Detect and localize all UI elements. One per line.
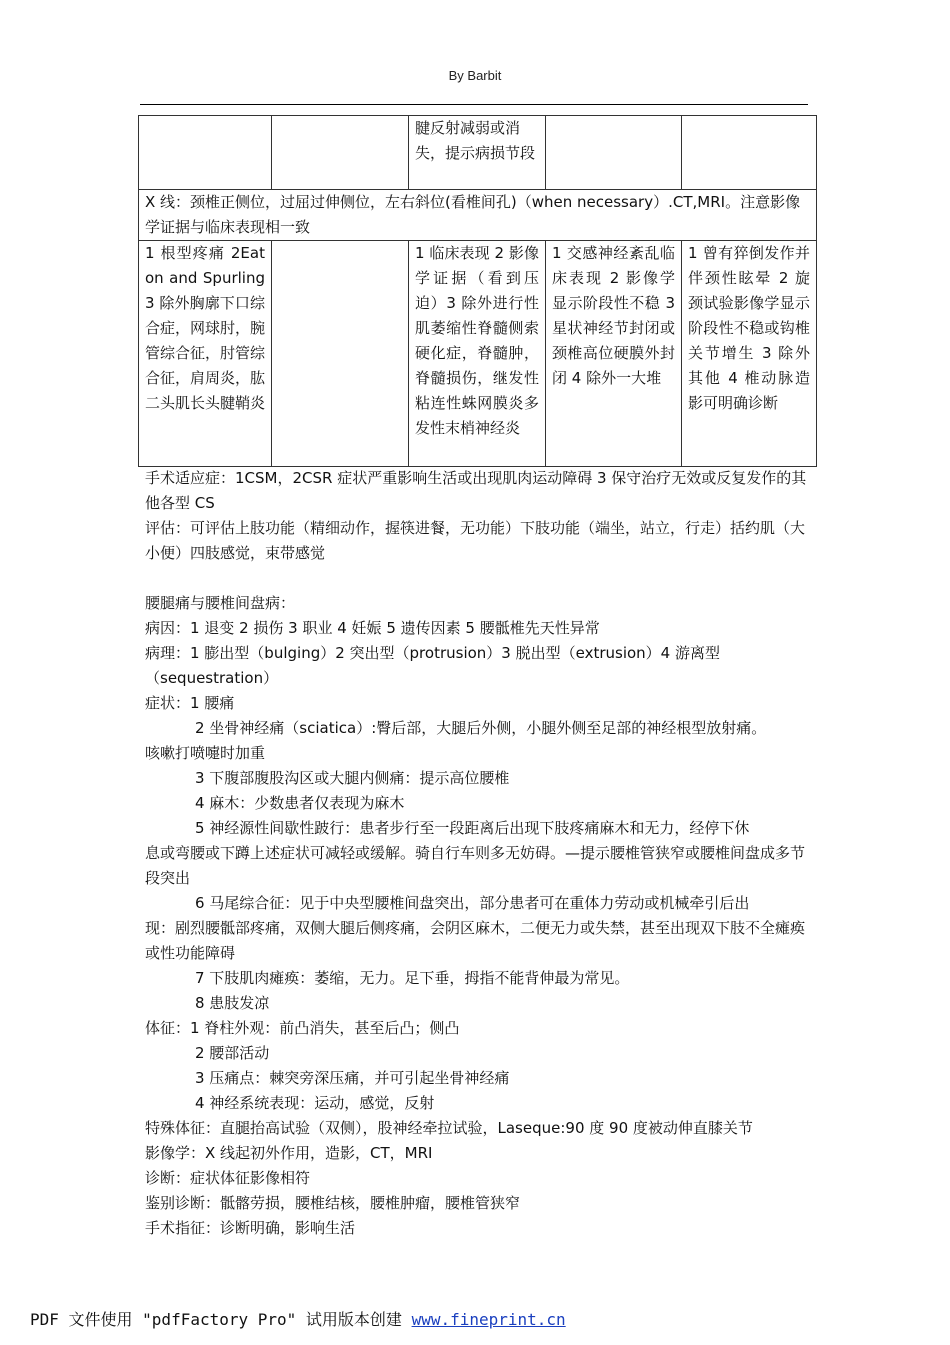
- text-line: 息或弯腰或下蹲上述症状可减轻或缓解。骑自行车则多无妨碍。—提示腰椎管狭窄或腰椎间盘成多节段突出: [145, 844, 806, 887]
- footer-text: PDF 文件使用 "pdfFactory Pro" 试用版本创建: [30, 1310, 412, 1329]
- header-rule: [140, 104, 808, 105]
- text-line: 4 麻木：少数患者仅表现为麻木: [195, 794, 405, 812]
- text-line: 5 神经源性间歇性跛行：患者步行至一段距离后出现下肢疼痛麻木和无力，经停下休: [195, 819, 750, 837]
- text-line: 评估：可评估上肢功能（精细动作，握筷进餐，无功能）下肢功能（端坐，站立，行走）括约肌（大小便）四肢感觉，束带感觉: [145, 519, 806, 562]
- text-line: 影像学：X 线起初外作用，造影，CT，MRI: [145, 1144, 433, 1162]
- table-row: [139, 241, 817, 467]
- table-cell: 1 根型疼痛 2Eaton and Spurling3 除外胸廓下口综合症，网球肘，腕管综合征，肘管综合征，肩周炎，肱二头肌长头腱鞘炎: [139, 241, 272, 467]
- table-row: [139, 190, 817, 241]
- text-line: 病因：1 退变 2 损伤 3 职业 4 妊娠 5 遗传因素 5 腰骶椎先天性异常: [145, 619, 600, 637]
- text-line: 7 下肢肌肉瘫痪：萎缩，无力。足下垂，拇指不能背伸最为常见。: [195, 969, 630, 987]
- text-line: 诊断：症状体征影像相符: [145, 1169, 311, 1187]
- table-cell: [682, 116, 817, 190]
- table-row: [139, 116, 817, 190]
- text-line: 腰腿痛与腰椎间盘病：: [145, 594, 296, 612]
- page-header: By Barbit: [448, 68, 502, 83]
- table-cell: 腱反射减弱或消失，提示病损节段: [409, 116, 546, 190]
- text-line: [145, 566, 811, 591]
- text-line: 2 腰部活动: [195, 1044, 270, 1062]
- table-cell: [272, 241, 409, 467]
- text-line: 3 压痛点：棘突旁深压痛，并可引起坐骨神经痛: [195, 1069, 510, 1087]
- text-line: 手术指征：诊断明确，影响生活: [145, 1219, 356, 1237]
- text-line: 特殊体征：直腿抬高试验（双侧），股神经牵拉试验，Laseque:90 度 90 度被动伸直膝关节: [145, 1119, 753, 1137]
- text-line: 4 神经系统表现：运动，感觉，反射: [195, 1094, 435, 1112]
- imaging-note-cell: X 线：颈椎正侧位，过屈过伸侧位，左右斜位(看椎间孔)（when necessary）.CT,MRI。注意影像学证据与临床表现相一致: [139, 190, 817, 241]
- text-line: 6 马尾综合征：见于中央型腰椎间盘突出，部分患者可在重体力劳动或机械牵引后出: [195, 894, 750, 912]
- table-cell: 1 临床表现 2 影像学证据（看到压迫）3 除外进行性肌萎缩性脊髓侧索硬化症，脊髓肿，脊髓损伤，继发性粘连性蛛网膜炎多发性末梢神经炎: [409, 241, 546, 467]
- text-line: 症状：1 腰痛: [145, 694, 235, 712]
- table-cell: 1 曾有猝倒发作并伴颈性眩晕 2 旋颈试验影像学显示阶段性不稳或钩椎关节增生 3 除外其他 4 椎动脉造影可明确诊断: [682, 241, 817, 467]
- table-cell: 1 交感神经紊乱临床表现 2 影像学显示阶段性不稳 3 星状神经节封闭或颈椎高位硬膜外封闭 4 除外一大堆: [546, 241, 682, 467]
- pdf-footer: [30, 1307, 566, 1330]
- footer-link[interactable]: www.fineprint.cn: [411, 1310, 566, 1329]
- body-text: [145, 466, 811, 1241]
- text-line: 手术适应症：1CSM，2CSR 症状严重影响生活或出现肌肉运动障碍 3 保守治疗无效或反复发作的其他各型 CS: [145, 469, 807, 512]
- table-cell: [546, 116, 682, 190]
- text-line: 咳嗽打喷嚏时加重: [145, 744, 266, 762]
- text-line: 8 患肢发凉: [195, 994, 270, 1012]
- table-cell: [139, 116, 272, 190]
- text-line: 现：剧烈腰骶部疼痛，双侧大腿后侧疼痛，会阴区麻木，二便无力或失禁，甚至出现双下肢不全瘫痪或性功能障碍: [145, 919, 806, 962]
- text-line: 鉴别诊断：骶髂劳损，腰椎结核，腰椎肿瘤，腰椎管狭窄: [145, 1194, 521, 1212]
- text-line: 病理：1 膨出型（bulging）2 突出型（protrusion）3 脱出型（extrusion）4 游离型（sequestration）: [145, 644, 720, 687]
- text-line: 3 下腹部腹股沟区或大腿内侧痛：提示高位腰椎: [195, 769, 510, 787]
- table-cell: [272, 116, 409, 190]
- diagnosis-table: [138, 115, 817, 467]
- text-line: 体征：1 脊柱外观：前凸消失，甚至后凸；侧凸: [145, 1019, 460, 1037]
- text-line: 2 坐骨神经痛（sciatica）:臀后部，大腿后外侧，小腿外侧至足部的神经根型放射痛。: [195, 719, 767, 737]
